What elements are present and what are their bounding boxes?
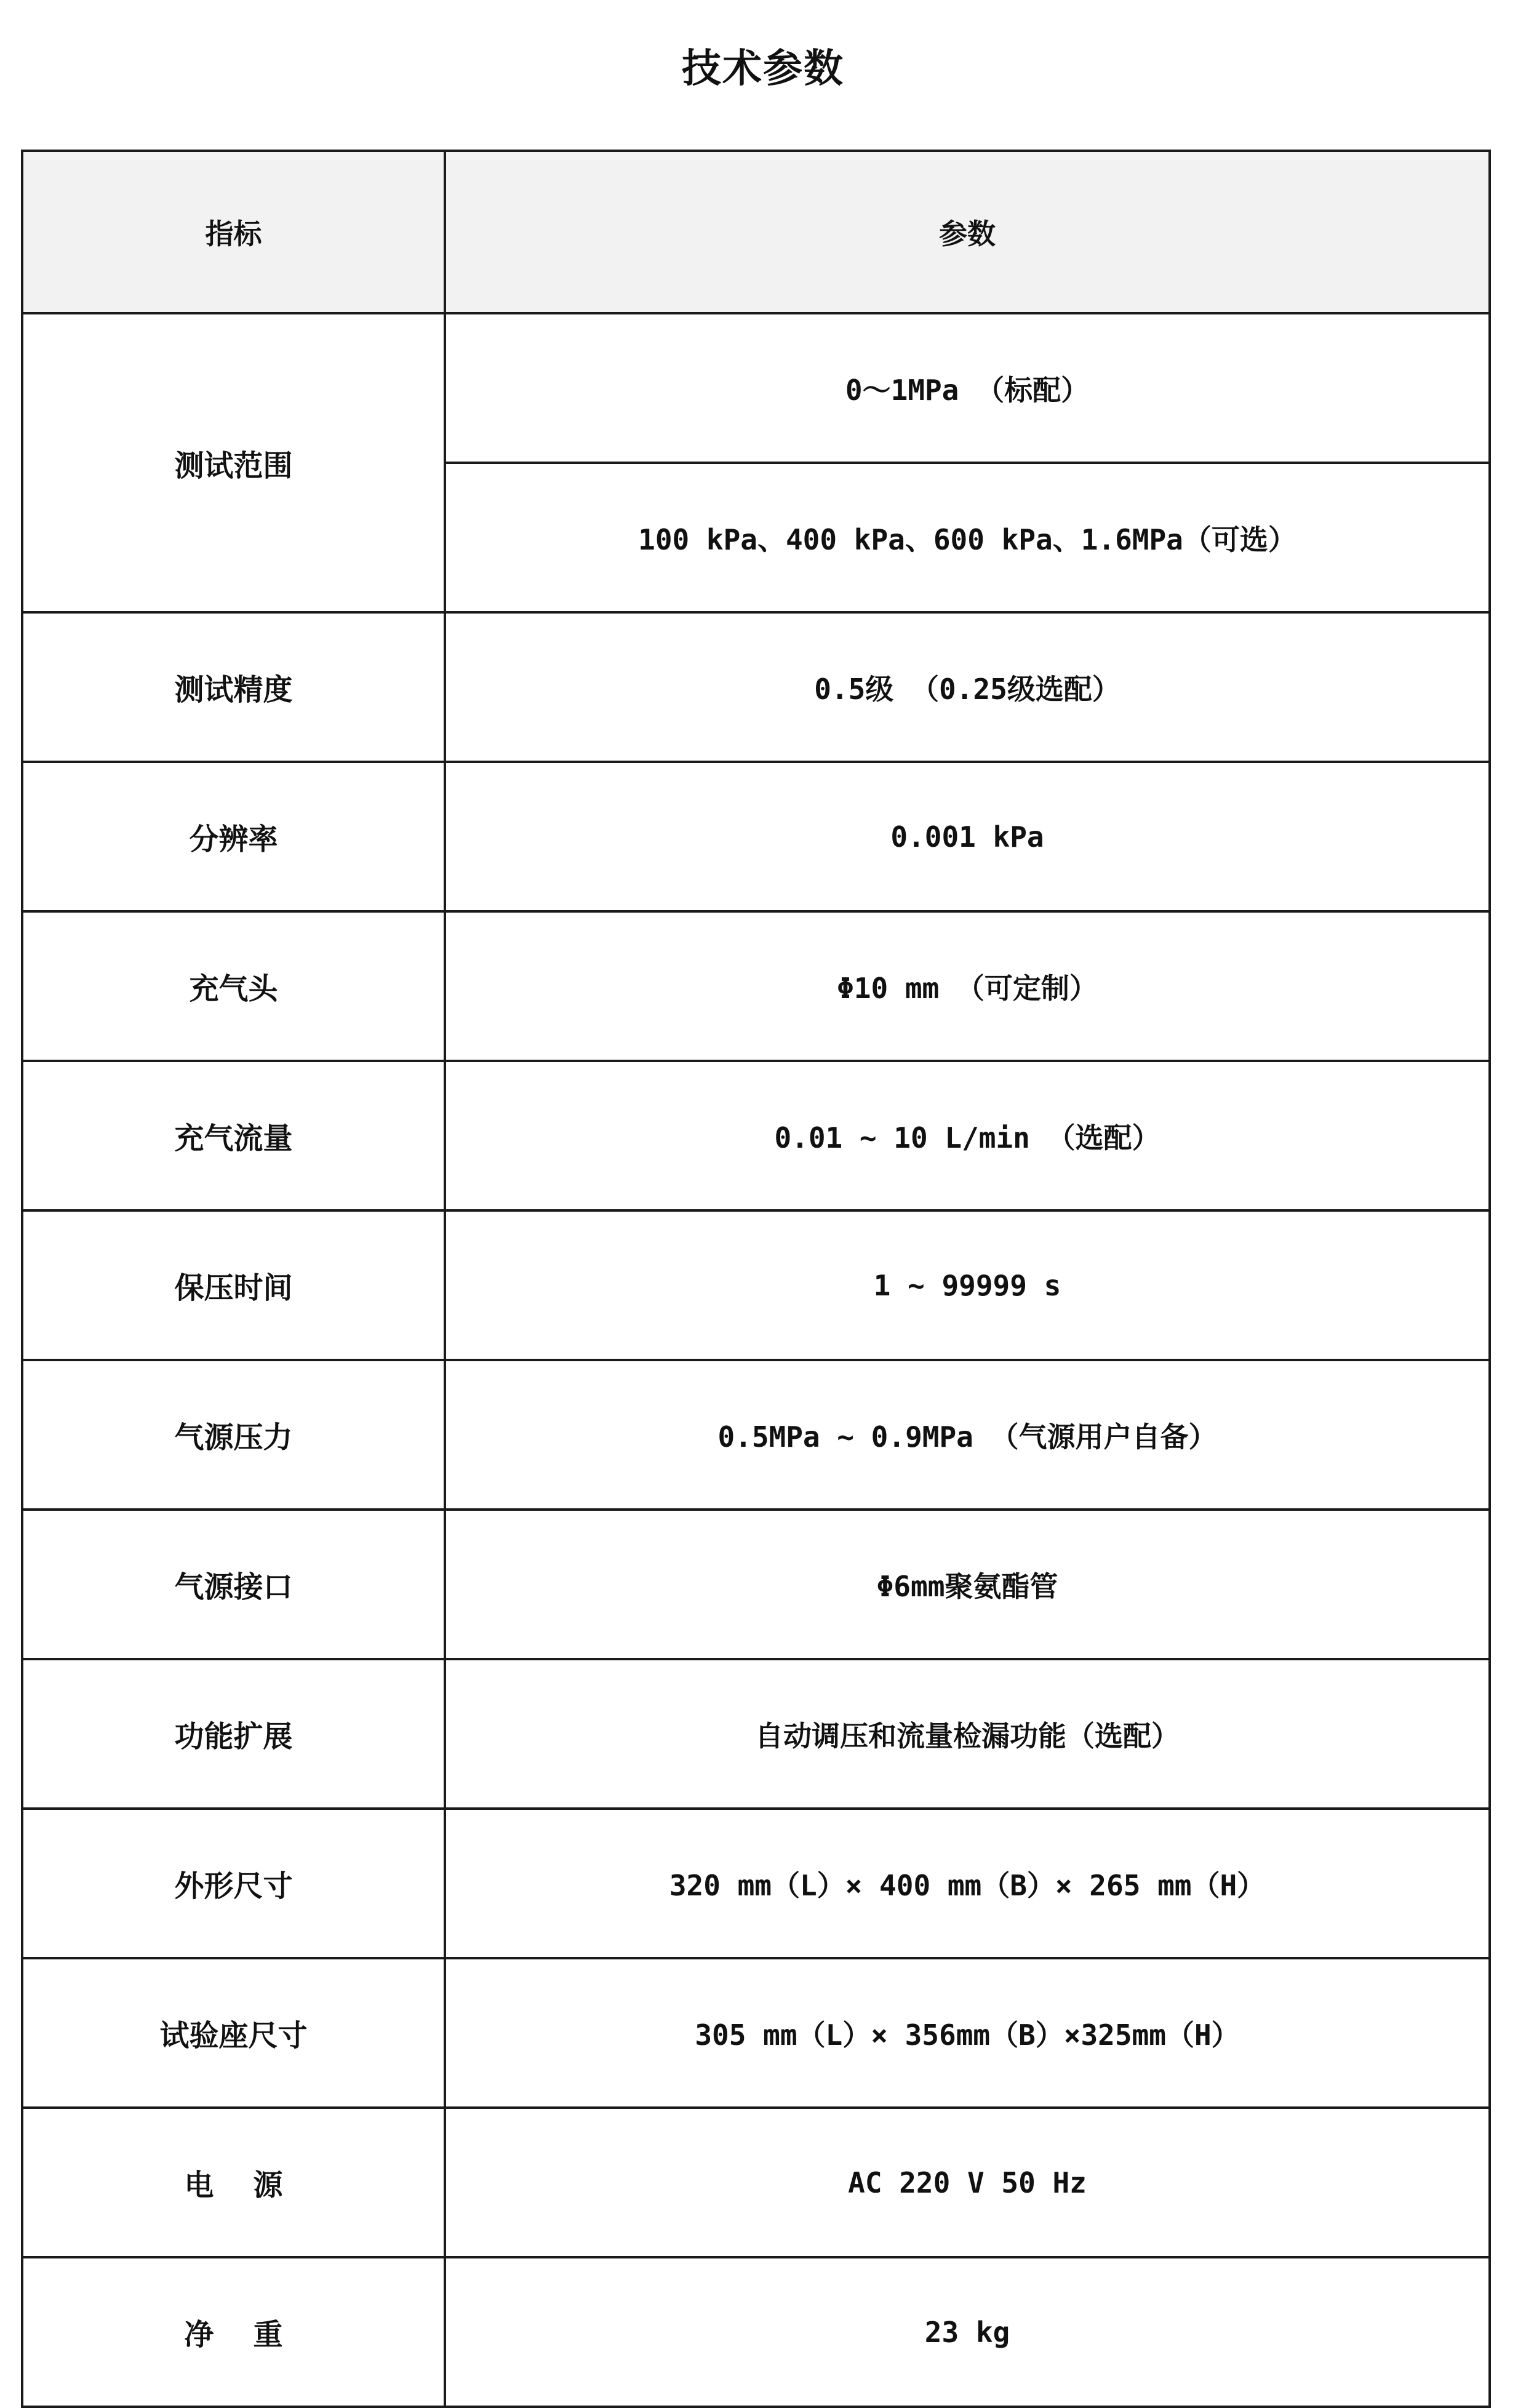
header-parameter: 参数 <box>445 151 1490 313</box>
table-row <box>22 911 1490 1061</box>
table-row <box>22 762 1490 911</box>
spec-table <box>21 150 1491 2408</box>
row-label-inflation-flow: 充气流量 <box>22 1061 445 1210</box>
table-row <box>22 2108 1490 2257</box>
row-value-power: AC 220 V 50 Hz <box>445 2108 1490 2257</box>
header-indicator: 指标 <box>22 151 445 313</box>
row-value-hold-time: 1 ~ 99999 s <box>445 1210 1490 1360</box>
table-row <box>22 313 1490 463</box>
row-label-resolution: 分辨率 <box>22 762 445 911</box>
table-row <box>22 1809 1490 1958</box>
table-row <box>22 1958 1490 2108</box>
row-value-dimensions: 320 mm（L）× 400 mm（B）× 265 mm（H） <box>445 1809 1490 1958</box>
row-label-power: 电源 <box>184 2168 322 2202</box>
row-value-extensions: 自动调压和流量检漏功能（选配） <box>445 1659 1490 1809</box>
row-label-air-port: 气源接口 <box>22 1510 445 1659</box>
row-value-inflation-flow: 0.01 ~ 10 L/min （选配） <box>445 1061 1490 1210</box>
row-label-air-pressure: 气源压力 <box>22 1360 445 1510</box>
table-row <box>22 2257 1490 2407</box>
row-label-weight-cell <box>22 2257 445 2407</box>
page-title: 技术参数 <box>682 46 844 92</box>
row-label-test-range: 测试范围 <box>22 313 445 612</box>
row-value-resolution: 0.001 kPa <box>445 762 1490 911</box>
row-label-extensions: 功能扩展 <box>22 1659 445 1809</box>
row-label-hold-time: 保压时间 <box>22 1210 445 1360</box>
table-row <box>22 612 1490 762</box>
row-value-accuracy: 0.5级 （0.25级选配） <box>445 612 1490 762</box>
row-label-dimensions: 外形尺寸 <box>22 1809 445 1958</box>
row-value-air-pressure: 0.5MPa ~ 0.9MPa （气源用户自备） <box>445 1360 1490 1510</box>
table-row <box>22 1659 1490 1809</box>
row-label-weight: 净重 <box>184 2318 322 2352</box>
table-row <box>22 1510 1490 1659</box>
table-row <box>22 1061 1490 1210</box>
row-label-inflation-head: 充气头 <box>22 911 445 1061</box>
table-row <box>22 1360 1490 1510</box>
row-value-test-range-standard: 0～1MPa （标配） <box>445 313 1490 463</box>
row-label-accuracy: 测试精度 <box>22 612 445 762</box>
row-value-weight: 23 kg <box>445 2257 1490 2407</box>
row-label-power-cell <box>22 2108 445 2257</box>
table-row <box>22 1210 1490 1360</box>
row-value-air-port: Φ6mm聚氨酯管 <box>445 1510 1490 1659</box>
table-header-row <box>22 151 1490 313</box>
row-value-fixture-size: 305 mm（L）× 356mm（B）×325mm（H） <box>445 1958 1490 2108</box>
row-value-inflation-head: Φ10 mm （可定制） <box>445 911 1490 1061</box>
row-label-fixture-size: 试验座尺寸 <box>22 1958 445 2108</box>
row-value-test-range-optional: 100 kPa、400 kPa、600 kPa、1.6MPa（可选） <box>445 463 1490 612</box>
